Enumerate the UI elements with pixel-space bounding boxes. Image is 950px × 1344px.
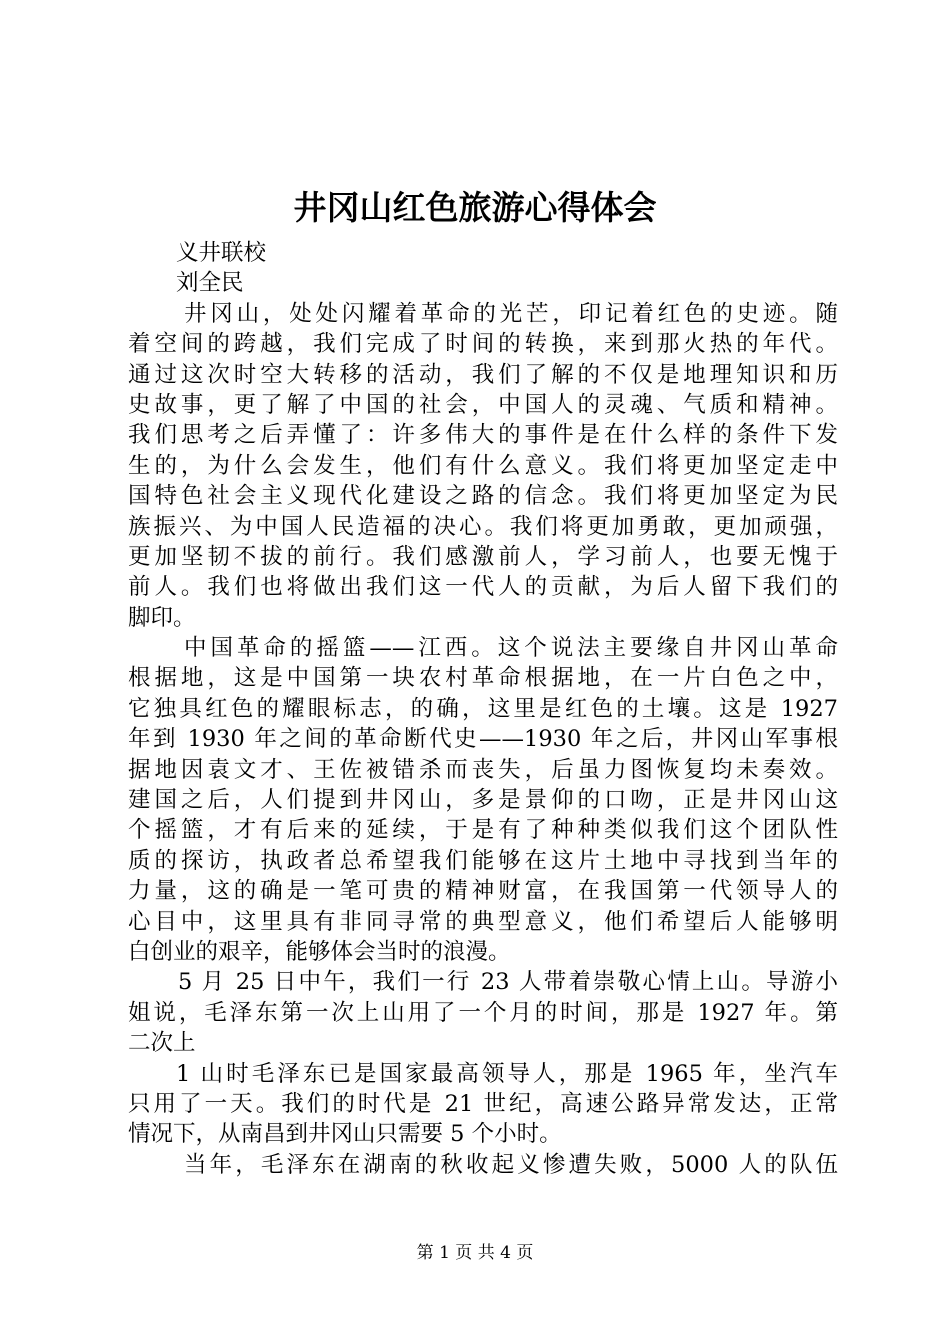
paragraph-line: 史故事，更了解了中国的社会，中国人的灵魂、气质和精神。	[128, 391, 838, 418]
paragraph-1	[128, 299, 838, 633]
paragraph-line: 据地因袁文才、王佐被错杀而丧失，后虽力图恢复均未奏效。	[128, 756, 838, 783]
paragraph-line: 着空间的跨越，我们完成了时间的转换，来到那火热的年代。	[128, 331, 838, 358]
paragraph-line: 只用了一天。我们的时代是 21 世纪，高速公路异常发达，正常	[128, 1090, 838, 1117]
paragraph-line: 根据地，这是中国第一块农村革命根据地，在一片白色之中，	[128, 665, 838, 692]
document-title: 井冈山红色旅游心得体会	[293, 188, 657, 227]
paragraph-line: 生的，为什么会发生，他们有什么意义。我们将更加坚定走中	[128, 452, 838, 479]
paragraph-line: 中国革命的摇篮——江西。这个说法主要缘自井冈山革命	[184, 635, 838, 662]
author-org: 义井联校	[176, 240, 267, 266]
paragraph-line: 前人。我们也将做出我们这一代人的贡献，为后人留下我们的	[128, 574, 838, 601]
paragraph-line: 当年，毛泽东在湖南的秋收起义惨遭失败，5000 人的队伍	[184, 1151, 838, 1178]
paragraph-line: 通过这次时空大转移的活动，我们了解的不仅是地理知识和历	[128, 361, 838, 388]
paragraph-line: 情况下，从南昌到井冈山只需要 5 个小时。	[128, 1121, 562, 1148]
paragraph-line: 心目中，这里具有非同寻常的典型意义，他们希望后人能够明	[128, 908, 838, 935]
paragraph-line: 1 山时毛泽东已是国家最高领导人，那是 1965 年，坐汽车	[176, 1060, 838, 1087]
paragraph-line: 姐说，毛泽东第一次上山用了一个月的时间，那是 1927 年。第	[128, 999, 838, 1026]
paragraph-line: 5 月 25 日中午，我们一行 23 人带着崇敬心情上山。导游小	[178, 969, 838, 996]
paragraph-3	[128, 967, 838, 1058]
paragraph-line: 井冈山，处处闪耀着革命的光芒，印记着红色的史迹。随	[184, 300, 838, 327]
paragraph-line: 更加坚韧不拔的前行。我们感激前人，学习前人，也要无愧于	[128, 543, 838, 570]
author-name: 刘全民	[176, 270, 244, 297]
paragraph-line: 二次上	[128, 1030, 196, 1057]
paragraph-5	[128, 1150, 838, 1180]
page-footer: 第 1 页 共 4 页	[416, 1243, 534, 1263]
paragraph-line: 它独具红色的耀眼标志，的确，这里是红色的土壤。这是 1927	[128, 695, 838, 722]
paragraph-line: 国特色社会主义现代化建设之路的信念。我们将更加坚定为民	[128, 483, 838, 510]
paragraph-line: 族振兴、为中国人民造福的决心。我们将更加勇敢，更加顽强，	[128, 513, 838, 540]
paragraph-line: 年到 1930 年之间的革命断代史——1930 年之后，井冈山军事根	[128, 726, 838, 753]
paragraph-line: 力量，这的确是一笔可贵的精神财富，在我国第一代领导人的	[128, 878, 838, 905]
paragraph-line: 脚印。	[128, 604, 196, 631]
paragraph-line: 白创业的艰辛，能够体会当时的浪漫。	[128, 938, 511, 965]
paragraph-4	[128, 1059, 838, 1150]
paragraph-line: 我们思考之后弄懂了：许多伟大的事件是在什么样的条件下发	[128, 422, 838, 449]
paragraph-line: 质的探访，执政者总希望我们能够在这片土地中寻找到当年的	[128, 847, 838, 874]
document-body	[128, 238, 838, 1180]
paragraph-line: 个摇篮，才有后来的延续，于是有了种种类似我们这个团队性	[128, 817, 838, 844]
paragraph-line: 建国之后，人们提到井冈山，多是景仰的口吻，正是井冈山这	[128, 787, 838, 814]
paragraph-2	[128, 633, 838, 967]
